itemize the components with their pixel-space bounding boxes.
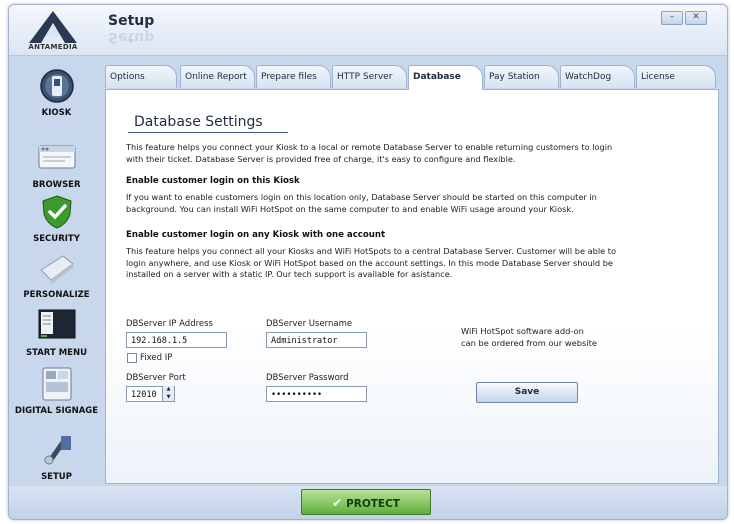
personalize-icon xyxy=(37,250,77,286)
browser-icon xyxy=(37,140,77,176)
addon-line-1: WiFi HotSpot software add-on xyxy=(461,326,584,336)
stepper-up-icon[interactable]: ▲ xyxy=(163,386,174,394)
page-title: Database Settings xyxy=(134,114,263,130)
addon-line-2: can be ordered from our website xyxy=(461,337,597,348)
window-title-reflection: Setup xyxy=(108,29,155,45)
kiosk-icon xyxy=(37,68,77,104)
minimize-button[interactable]: – xyxy=(661,11,683,25)
fixed-ip-label: Fixed IP xyxy=(140,353,173,363)
sidebar-item-browser[interactable] xyxy=(9,140,104,191)
sidebar-item-setup[interactable] xyxy=(9,432,104,483)
addon-text xyxy=(461,326,661,349)
sidebar-item-label: BROWSER xyxy=(32,180,81,190)
sidebar-item-digital-signage[interactable] xyxy=(9,366,104,417)
sidebar-item-label: DIGITAL SIGNAGE xyxy=(14,406,99,416)
tab-watchdog[interactable]: WatchDog xyxy=(560,65,635,88)
setup-icon xyxy=(37,432,77,468)
section-text-any-kiosk: This feature helps you connect all your Kiosks and WiFi HotSpots to a central Database Server. Customer will be able to login anywhere, and use Kiosk or WiFi HotSpot based on the account settings. In this mode Database Server should be installed on a server with a static IP. Our tech support is available for asistance. xyxy=(126,246,616,279)
logo-text: ANTAMEDIA xyxy=(28,43,78,51)
password-label: DBServer Password xyxy=(266,373,349,383)
database-settings-panel xyxy=(105,89,719,484)
setup-window xyxy=(8,4,728,520)
intro-text: This feature helps you connect your Kiosk to a local or remote Database Server to enable returning customers to login with their ticket. Database Server is provided free of charge, it's easy to configure and flexible. xyxy=(126,142,613,164)
heading-underline xyxy=(128,132,288,133)
password-input[interactable]: •••••••••• xyxy=(266,386,367,402)
section-title-any-kiosk: Enable customer login on any Kiosk with one account xyxy=(126,230,386,240)
check-icon: ✔ xyxy=(332,496,343,510)
digital-signage-icon xyxy=(37,366,77,402)
sidebar-item-label: SECURITY xyxy=(33,234,80,244)
protect-label: PROTECT xyxy=(346,498,400,510)
title-bar xyxy=(9,5,727,56)
sidebar-item-label: PERSONALIZE xyxy=(23,290,90,300)
sidebar-item-label: START MENU xyxy=(25,348,88,358)
start-menu-icon xyxy=(37,308,77,344)
stepper-down-icon[interactable]: ▼ xyxy=(163,394,174,402)
sidebar-item-label: KIOSK xyxy=(41,108,72,118)
sidebar-item-start-menu[interactable] xyxy=(9,308,104,359)
tab-bar xyxy=(105,65,719,89)
section-title-local: Enable customer login on this Kiosk xyxy=(126,176,300,186)
close-button[interactable]: ✕ xyxy=(685,11,707,25)
section-text-local: If you want to enable customers login on this location only, Database Server should be started on this computer in background. You can install WiFi HotSpot on the same computer to and enable WiFi usage around your Kiosk. xyxy=(126,192,597,214)
port-stepper[interactable] xyxy=(162,386,174,402)
tab-options[interactable]: Options xyxy=(105,65,177,88)
window-title: Setup xyxy=(108,13,155,29)
username-input[interactable]: Administrator xyxy=(266,332,367,348)
save-button[interactable]: Save xyxy=(476,382,578,403)
sidebar-item-label: SETUP xyxy=(41,472,72,482)
username-label: DBServer Username xyxy=(266,319,353,329)
shield-icon xyxy=(37,194,77,230)
tab-license[interactable]: License xyxy=(636,65,716,88)
sidebar-item-kiosk[interactable] xyxy=(9,68,104,119)
fixed-ip-checkbox[interactable] xyxy=(127,353,137,363)
tab-http-server[interactable]: HTTP Server xyxy=(332,65,407,88)
protect-button[interactable] xyxy=(301,489,431,515)
sidebar-item-security[interactable] xyxy=(9,194,104,245)
sidebar xyxy=(9,56,104,486)
port-label: DBServer Port xyxy=(126,373,186,383)
tab-online-report[interactable]: Online Report xyxy=(180,65,255,88)
tab-pay-station[interactable]: Pay Station xyxy=(484,65,559,88)
ip-address-label: DBServer IP Address xyxy=(126,319,213,329)
tab-prepare-files[interactable]: Prepare files xyxy=(256,65,331,88)
sidebar-item-personalize[interactable] xyxy=(9,250,104,301)
tab-database[interactable]: Database xyxy=(408,65,483,90)
ip-address-input[interactable]: 192.168.1.5 xyxy=(126,332,227,348)
port-input[interactable]: 12010 xyxy=(126,386,175,402)
